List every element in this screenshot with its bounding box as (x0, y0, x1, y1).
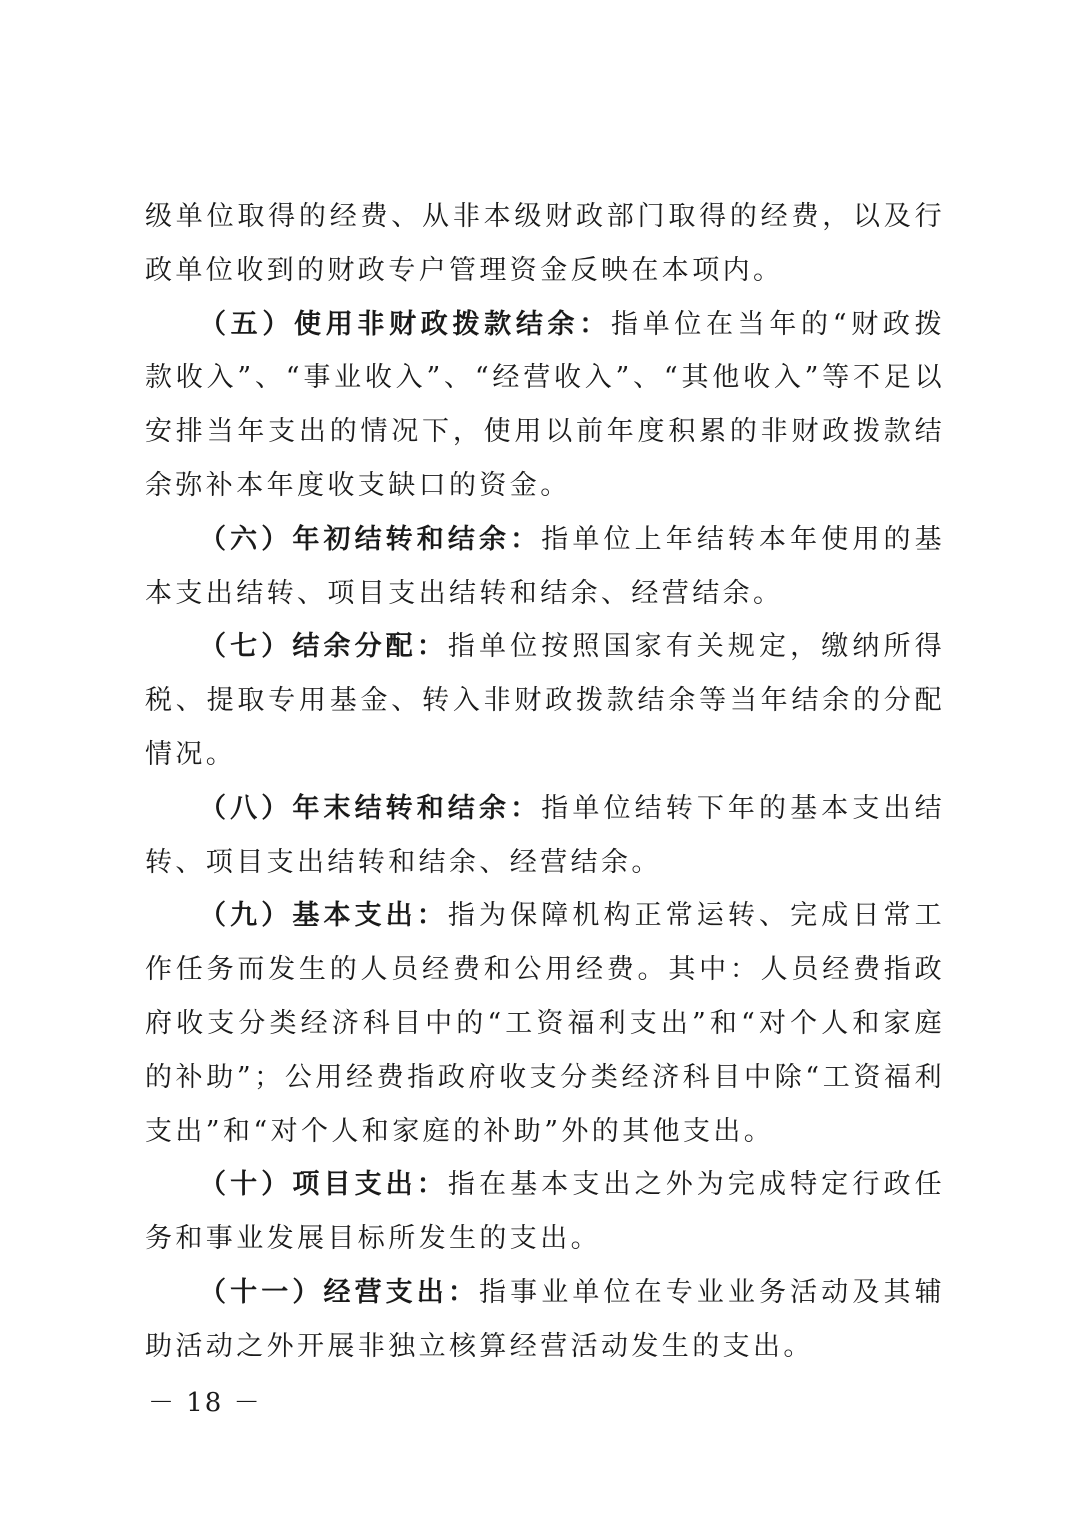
paragraph-item-6 (145, 513, 945, 621)
paragraph-term: （九）基本支出： (199, 900, 448, 932)
paragraph-text: 指单位上年结转本年使用的基本支出结转、项目支出结转和结余、经营结余。 (145, 523, 946, 609)
paragraph-text: 级单位取得的经费、从非本级财政部门取得的经费，以及行政单位收到的财政专户管理资金反映在本项内。 (145, 201, 945, 286)
paragraph-term: （八）年末结转和结余： (199, 792, 542, 824)
paragraph-item-11 (145, 1266, 945, 1374)
paragraph-item-10 (145, 1158, 945, 1266)
paragraph-text: 指事业单位在专业业务活动及其辅助活动之外开展非独立核算经营活动发生的支出。 (145, 1276, 945, 1362)
paragraph-item-5 (145, 298, 945, 513)
paragraph-term: （十）项目支出： (199, 1169, 448, 1201)
document-body (145, 190, 945, 1374)
paragraph-text: 指为保障机构正常运转、完成日常工作任务而发生的人员经费和公用经费。其中：人员经费指政府收支分类经济科目中的“工资福利支出”和“对个人和家庭的补助”；公用经费指政府收支分类经济科目中除“工资福利支出”和“对个人和家庭的补助”外的其他支出。 (145, 900, 945, 1147)
paragraph-term: （十一）经营支出： (199, 1276, 480, 1308)
paragraph-item-7 (145, 620, 945, 781)
paragraph-continued (145, 190, 945, 298)
paragraph-text: 指单位在当年的“财政拨款收入”、“事业收入”、“经营收入”、“其他收入”等不足以安排当年支出的情况下，使用以前年度积累的非财政拨款结余弥补本年度收支缺口的资金。 (145, 308, 946, 501)
paragraph-item-9 (145, 889, 945, 1158)
paragraph-text: 指单位按照国家有关规定，缴纳所得税、提取专用基金、转入非财政拨款结余等当年结余的分配情况。 (145, 631, 945, 770)
paragraph-text: 指在基本支出之外为完成特定行政任务和事业发展目标所发生的支出。 (145, 1169, 945, 1255)
paragraph-term: （六）年初结转和结余： (199, 523, 542, 555)
paragraph-item-8 (145, 782, 945, 890)
paragraph-term: （五）使用非财政拨款结余： (199, 308, 611, 340)
paragraph-term: （七）结余分配： (199, 631, 448, 663)
page-number: － 18 － (148, 1388, 262, 1418)
paragraph-text: 指单位结转下年的基本支出结转、项目支出结转和结余、经营结余。 (145, 792, 946, 878)
